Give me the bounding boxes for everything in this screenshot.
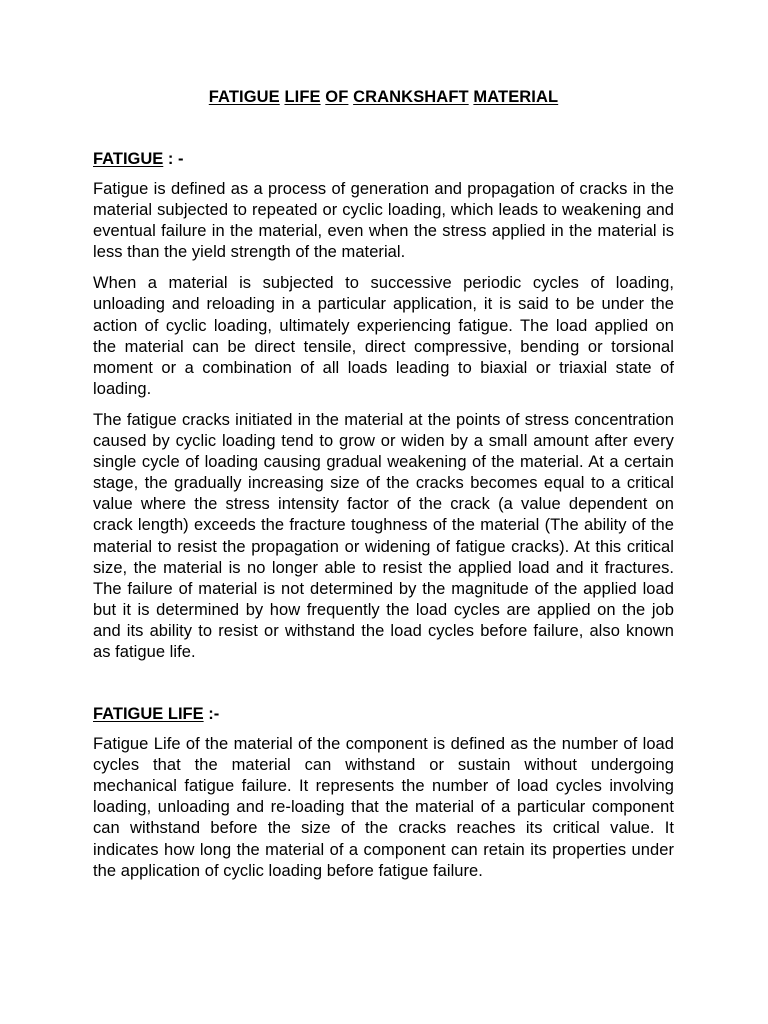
title-word: FATIGUE xyxy=(208,88,280,106)
title-word: OF xyxy=(325,88,349,106)
section-heading xyxy=(93,704,674,725)
document-title xyxy=(93,86,674,108)
section-fatigue xyxy=(93,149,674,663)
section-heading-label: FATIGUE xyxy=(93,150,164,168)
paragraph: Fatigue Life of the material of the component is defined as the number of load cycles that the material can withstand or sustain without undergoing mechanical fatigue failure. It represents the number of load cycles involving loading, unloading and re-loading that the material of a particular component can withstand before the size of the cracks reaches its critical value. It indicates how long the material of a component can retain its properties under the application of cyclic loading before fatigue failure. xyxy=(93,735,674,880)
section-heading-suffix: :- xyxy=(203,705,220,724)
paragraph: Fatigue is defined as a process of generation and propagation of cracks in the material subjected to repeated or cyclic loading, which leads to weakening and eventual failure in the material, even when the stress applied in the material is less than the yield strength of the material. xyxy=(93,180,674,262)
section-fatigue-life xyxy=(93,704,674,882)
title-word: LIFE xyxy=(284,88,321,106)
paragraph: When a material is subjected to successive periodic cycles of loading, unloading and reloading in a particular application, it is said to be under the action of cyclic loading, ultimately experiencing fatigue. The load applied on the material can be direct tensile, direct compressive, bending or torsional moment or a combination of all loads leading to biaxial or triaxial state of loading. xyxy=(93,274,674,398)
paragraph: The fatigue cracks initiated in the material at the points of stress concentration caused by cyclic loading tend to grow or widen by a small amount after every single cycle of loading causing gradual weakening of the material. At a certain stage, the gradually increasing size of the cracks becomes equal to a critical value where the stress intensity factor of the crack (a value dependent on crack length) exceeds the fracture toughness of the material (The ability of the material to resist the propagation or widening of fatigue cracks). At this critical size, the material is no longer able to resist the applied load and it fractures. The failure of material is not determined by the magnitude of the applied load but it is determined by how frequently the load cycles are applied on the job and its ability to resist or withstand the load cycles before failure, also known as fatigue life. xyxy=(93,410,674,661)
document-body xyxy=(93,86,674,882)
section-heading xyxy=(93,149,674,170)
section-heading-label: FATIGUE LIFE xyxy=(93,705,204,724)
title-word: CRANKSHAFT xyxy=(353,88,469,106)
section-heading-suffix: : - xyxy=(163,150,184,168)
title-word: MATERIAL xyxy=(473,88,559,106)
